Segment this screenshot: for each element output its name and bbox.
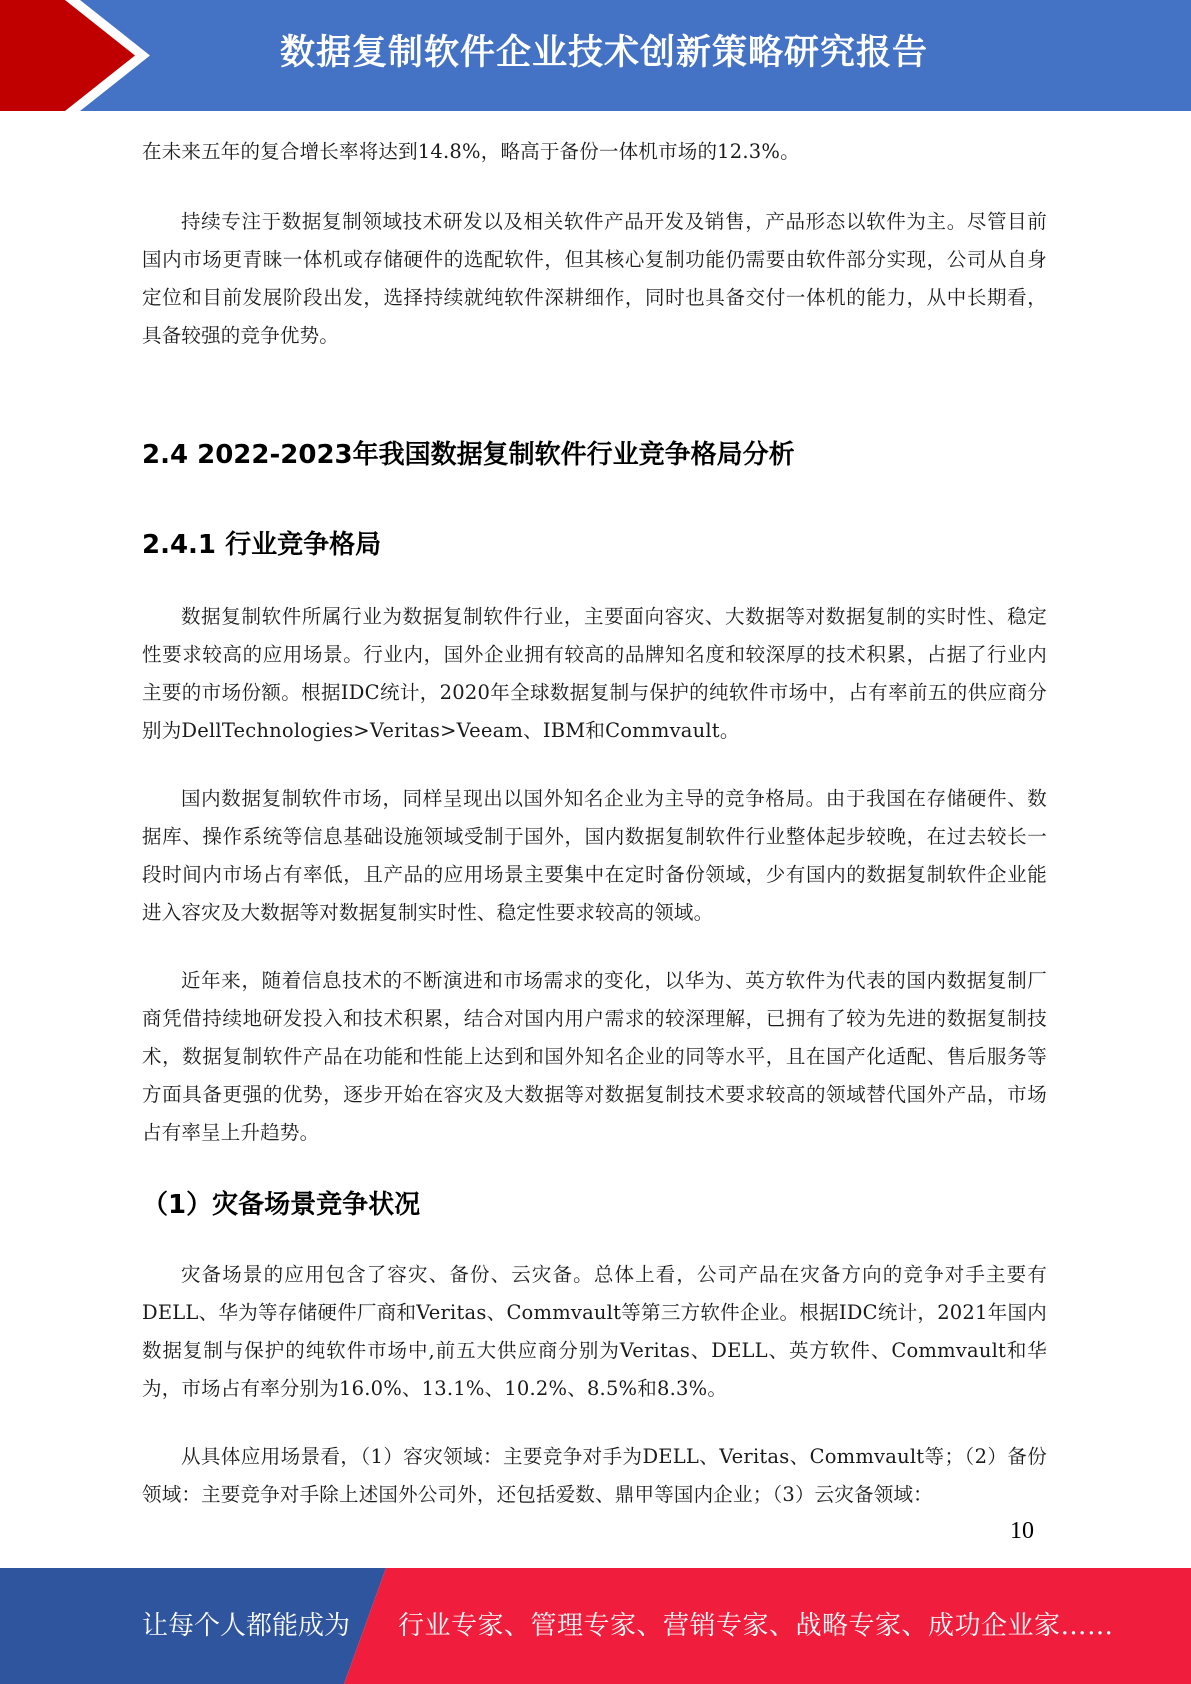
footer-banner: [0, 1568, 1191, 1684]
footer-slogan-right: 行业专家、管理专家、营销专家、战略专家、成功企业家……: [398, 1611, 1114, 1641]
sub-heading: （1）灾备场景竞争状况: [142, 1190, 421, 1220]
paragraph: 持续专注于数据复制领域技术研发以及相关软件产品开发及销售，产品形态以软件为主。尽管目前国内市场更青睐一体机或存储硬件的选配软件，但其核心复制功能仍需要由软件部分实现，公司从自身定位和目前发展阶段出发，选择持续就纯软件深耕细作，同时也具备交付一体机的能力，从中长期看，具备较强的竞争优势。: [142, 210, 1047, 347]
paragraph: 数据复制软件所属行业为数据复制软件行业，主要面向容灾、大数据等对数据复制的实时性、稳定性要求较高的应用场景。行业内，国外企业拥有较高的品牌知名度和较深厚的技术积累，占据了行业内主要的市场份额。根据IDC统计，2020年全球数据复制与保护的纯软件市场中，占有率前五的供应商分别为DellTechnologies>Veritas>Veeam、IBM和Commvault。: [142, 605, 1047, 742]
report-title: 数据复制软件企业技术创新策略研究报告: [280, 33, 929, 73]
paragraph: 国内数据复制软件市场，同样呈现出以国外知名企业为主导的竞争格局。由于我国在存储硬件、数据库、操作系统等信息基础设施领域受制于国外，国内数据复制软件行业整体起步较晚，在过去较长一段时间内市场占有率低，且产品的应用场景主要集中在定时备份领域，少有国内的数据复制软件企业能进入容灾及大数据等对数据复制实时性、稳定性要求较高的领域。: [142, 787, 1047, 924]
subsection-heading: 2.4.1 行业竞争格局: [142, 530, 382, 560]
header-banner: [0, 0, 1191, 111]
paragraph: 从具体应用场景看，（1）容灾领域：主要竞争对手为DELL、Veritas、Commvault等；（2）备份领域：主要竞争对手除上述国外公司外，还包括爱数、鼎甲等国内企业；（3）云灾备领域：: [142, 1445, 1047, 1506]
chevron-arrow-icon: [0, 0, 160, 111]
page-number: 10: [1010, 1518, 1034, 1544]
paragraph: 灾备场景的应用包含了容灾、备份、云灾备。总体上看，公司产品在灾备方向的竞争对手主要有DELL、华为等存储硬件厂商和Veritas、Commvault等第三方软件企业。根据IDC统计，2021年国内数据复制与保护的纯软件市场中,前五大供应商分别为Veritas、DELL、英方软件、Commvault和华为，市场占有率分别为16.0%、13.1%、10.2%、8.5%和8.3%。: [142, 1263, 1047, 1400]
footer-slogan-left: 让每个人都能成为: [142, 1611, 351, 1641]
paragraph: 在未来五年的复合增长率将达到14.8%，略高于备份一体机市场的12.3%。: [142, 140, 800, 163]
paragraph: 近年来，随着信息技术的不断演进和市场需求的变化，以华为、英方软件为代表的国内数据复制厂商凭借持续地研发投入和技术积累，结合对国内用户需求的较深理解，已拥有了较为先进的数据复制技术，数据复制软件产品在功能和性能上达到和国外知名企业的同等水平，且在国产化适配、售后服务等方面具备更强的优势，逐步开始在容灾及大数据等对数据复制技术要求较高的领域替代国外产品，市场占有率呈上升趋势。: [142, 969, 1047, 1144]
section-heading: 2.4 2022-2023年我国数据复制软件行业竞争格局分析: [142, 440, 795, 470]
